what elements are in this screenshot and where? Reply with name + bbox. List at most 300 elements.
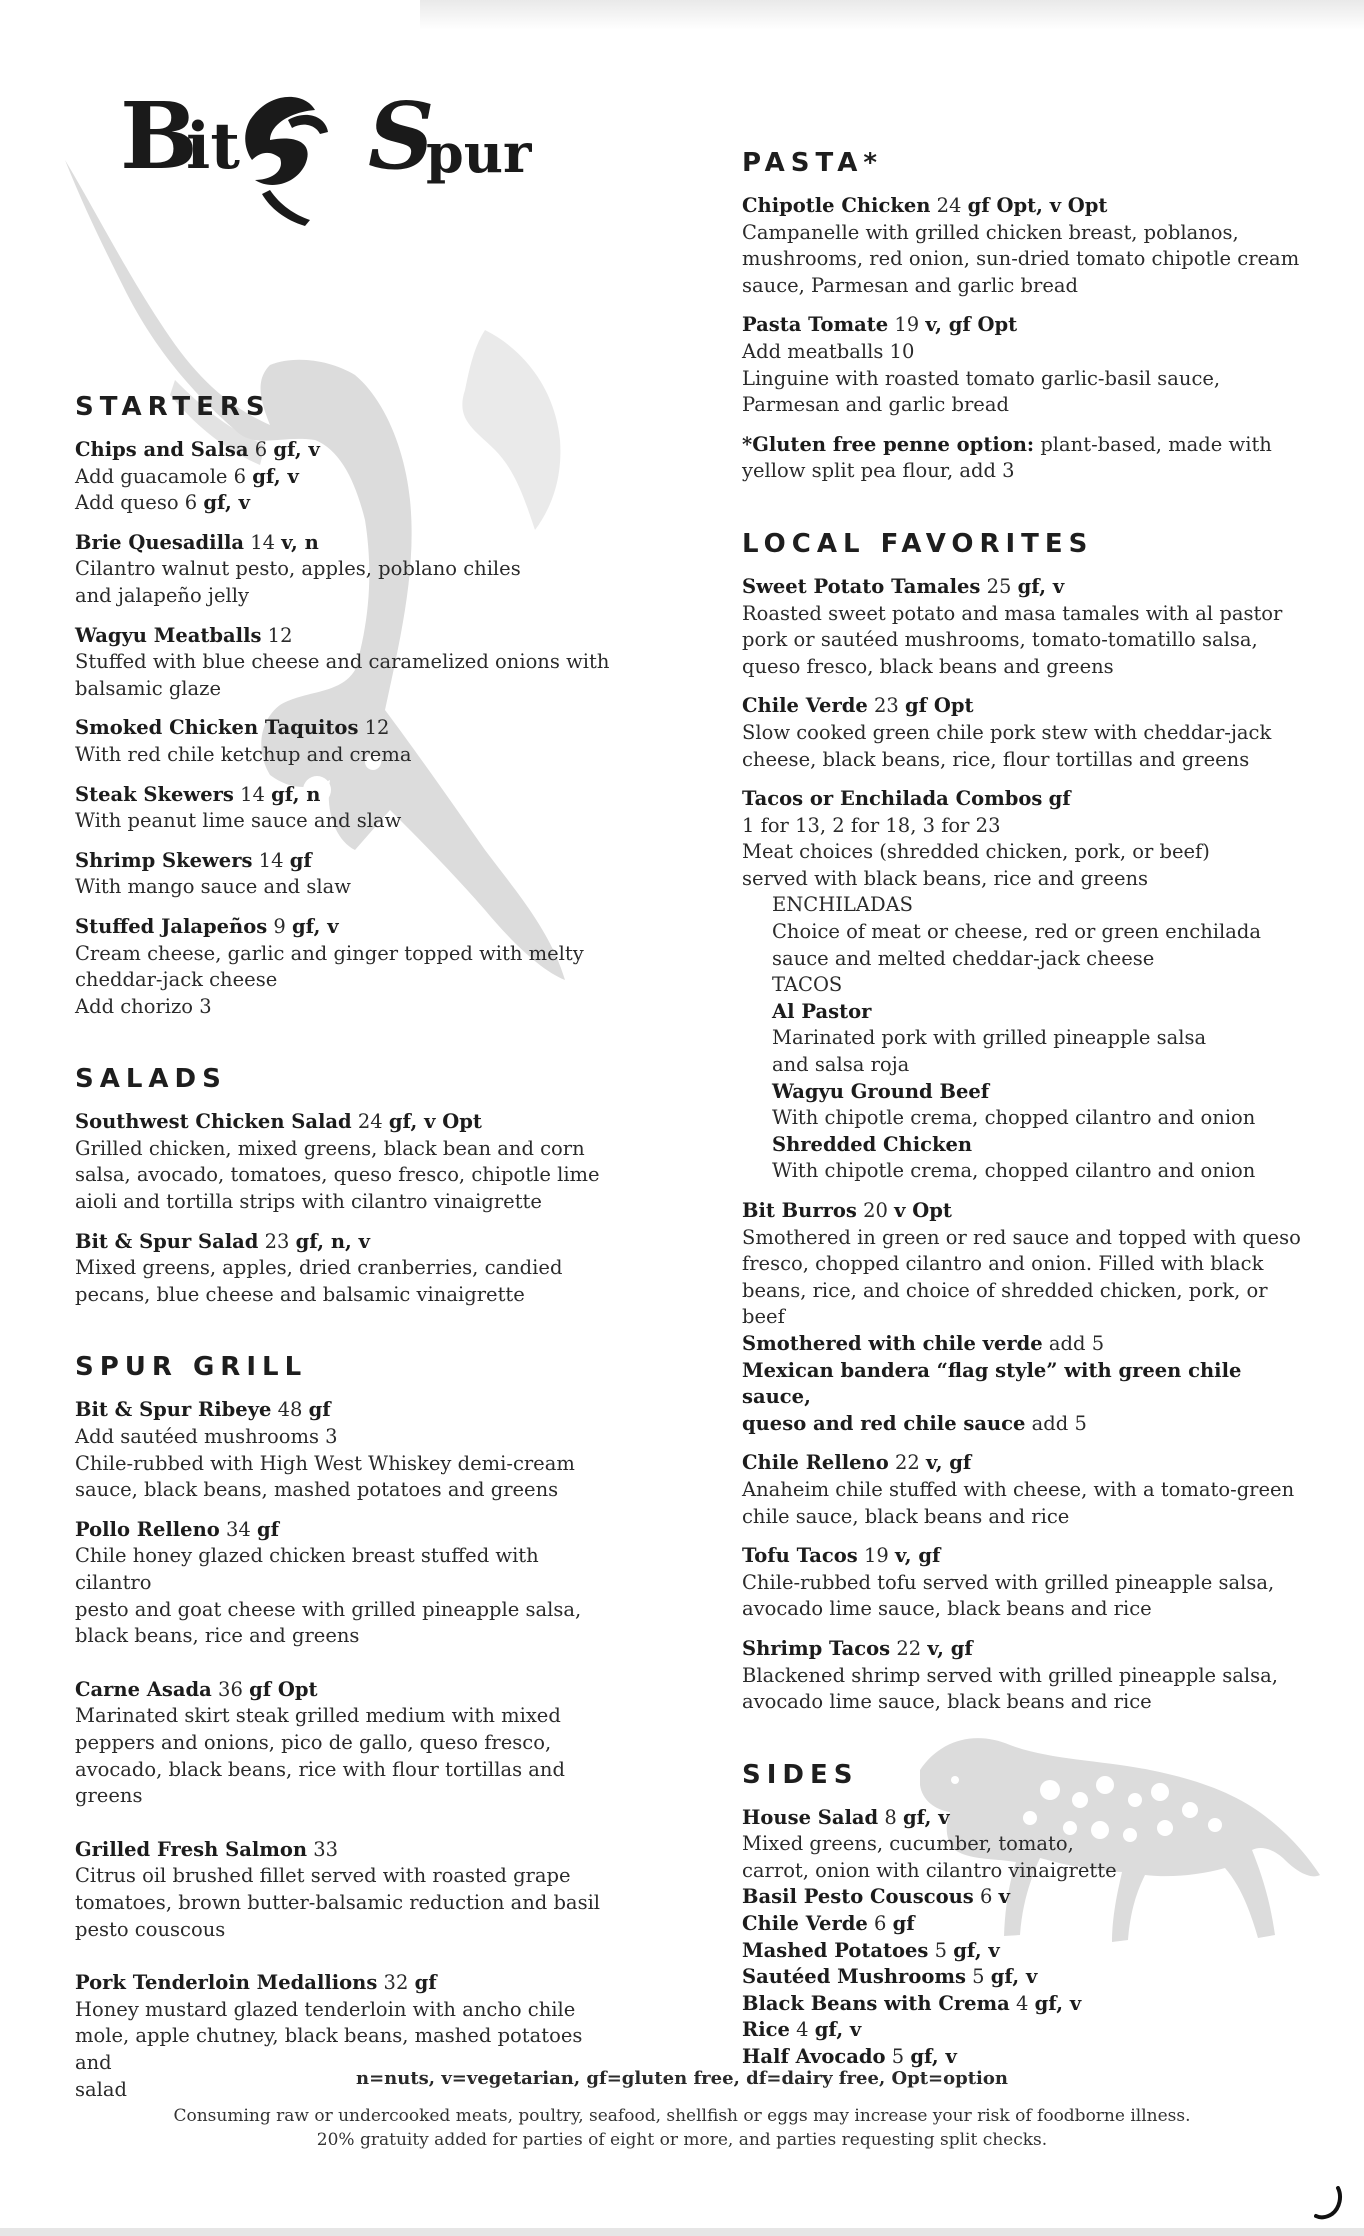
menu-item-name: Chips and Salsa — [75, 438, 249, 461]
menu-item-tags: gf, v — [990, 1965, 1038, 1989]
description-text: Stuffed with blue cheese and caramelized onions with — [75, 650, 610, 674]
description-text: Shredded Chicken — [772, 1132, 973, 1156]
description-text: Cilantro walnut pesto, apples, poblano chiles — [75, 557, 521, 581]
description-text: sauce, Parmesan and garlic bread — [742, 273, 1079, 297]
pasta-note-label: *Gluten free penne option: — [742, 432, 1035, 456]
description-text: salsa, avocado, tomatoes, queso fresco, chipotle lime — [75, 1163, 600, 1187]
menu-item — [742, 786, 1302, 1185]
menu-item — [742, 574, 1302, 680]
menu-item-tags: gf, v — [273, 438, 320, 461]
menu-item-name: Mashed Potatoes — [742, 1938, 929, 1962]
description-text: Add queso — [75, 491, 179, 515]
menu-item-name: Chile Verde — [742, 1912, 868, 1936]
description-text: pesto couscous — [75, 1917, 226, 1941]
menu-item-name: Bit Burros — [742, 1199, 857, 1222]
menu-item-description — [75, 676, 615, 703]
menu-item-price: 33 — [313, 1837, 339, 1861]
menu-item-price: 14 — [258, 848, 284, 872]
menu-item-description — [75, 808, 615, 835]
description-text: cheese, black beans, rice, flour tortillas and greens — [742, 747, 1250, 771]
menu-item-header — [75, 1837, 615, 1864]
menu-item-description — [742, 1477, 1302, 1504]
menu-item-description — [742, 1278, 1302, 1305]
description-text: Grilled chicken, mixed greens, black bean and corn — [75, 1136, 585, 1160]
menu-item-price: 5 — [891, 2045, 905, 2069]
menu-item-header — [75, 437, 615, 464]
menu-item-description — [75, 874, 615, 901]
page-curl-icon — [1314, 2186, 1344, 2222]
svg-text:S: S — [368, 82, 435, 190]
menu-item-name: Grilled Fresh Salmon — [75, 1837, 308, 1861]
description-text: Mixed greens, apples, dried cranberries, candied — [75, 1256, 563, 1280]
menu-item-description — [75, 1917, 615, 1944]
menu-item-header — [75, 848, 615, 875]
menu-item-price: 32 — [383, 1971, 409, 1995]
menu-item-description — [75, 464, 615, 491]
description-text: pecans, blue cheese and balsamic vinaigrette — [75, 1282, 525, 1306]
menu-item-tags: v Opt — [894, 1199, 952, 1222]
description-text: beef — [742, 1305, 785, 1329]
menu-item-description — [75, 1451, 615, 1478]
description-text: Cream cheese, garlic and ginger topped with melty — [75, 941, 584, 965]
menu-item-name: Pork Tenderloin Medallions — [75, 1971, 378, 1995]
description-text: queso and red chile sauce — [742, 1411, 1026, 1435]
menu-item-name: Basil Pesto Couscous — [742, 1885, 974, 1909]
description-text: Roasted sweet potato and masa tamales with al pastor — [742, 601, 1283, 625]
menu-item-tags: v, gf Opt — [925, 313, 1018, 337]
description-text: Smothered with chile verde — [742, 1331, 1043, 1355]
description-text: Citrus oil brushed fillet served with roasted grape — [75, 1864, 571, 1888]
description-text: black beans, rice and greens — [75, 1624, 360, 1648]
description-text: Wagyu Ground Beef — [772, 1079, 990, 1103]
description-text: Blackened shrimp served with grilled pineapple salsa, — [742, 1663, 1278, 1687]
menu-item-name: Bit & Spur Ribeye — [75, 1398, 272, 1422]
menu-item-name: Rice — [742, 2018, 790, 2042]
description-text: Al Pastor — [772, 999, 872, 1023]
menu-item-price: 5 — [972, 1965, 985, 1989]
menu-item-description — [75, 583, 615, 610]
menu-item-tags: gf, v — [910, 2045, 957, 2069]
menu-item-price: 12 — [364, 716, 390, 740]
menu-item-header — [75, 530, 615, 557]
menu-item-description — [742, 1331, 1302, 1358]
menu-item-name: Half Avocado — [742, 2045, 886, 2069]
menu-item-description — [75, 1703, 615, 1730]
menu-item-tags: gf — [414, 1971, 437, 1995]
menu-item-price: 5 — [934, 1938, 948, 1962]
menu-item-tags: gf — [308, 1398, 331, 1422]
menu-item-header — [742, 1964, 1302, 1991]
description-text: served with black beans, rice and greens — [742, 866, 1149, 890]
menu-item-header — [75, 1397, 615, 1424]
menu-item-description — [742, 946, 1302, 973]
description-text: avocado, black beans, rice with flour tortillas and greens — [75, 1757, 565, 1808]
menu-item-header — [742, 574, 1302, 601]
menu-item-header — [75, 782, 615, 809]
menu-item-header — [742, 1450, 1302, 1477]
menu-item — [742, 1198, 1302, 1437]
menu-item-name: Sautéed Mushrooms — [742, 1965, 966, 1989]
description-text: chile sauce, black beans and rice — [742, 1504, 1070, 1528]
menu-item — [742, 1543, 1302, 1623]
section-title: SPUR GRILL — [75, 1352, 308, 1383]
menu-item-name: Pollo Relleno — [75, 1517, 220, 1541]
menu-item-description — [75, 1597, 615, 1624]
menu-item-description — [75, 994, 615, 1021]
menu-item — [75, 1109, 615, 1215]
description-text: Marinated skirt steak grilled medium with mixed — [75, 1704, 561, 1728]
menu-item-description — [75, 1890, 615, 1917]
menu-item-name: Tofu Tacos — [742, 1544, 858, 1568]
menu-item-description — [742, 339, 1302, 366]
description-text: With peanut lime sauce and slaw — [75, 809, 402, 833]
menu-item — [75, 1517, 615, 1650]
menu-item-price: 22 — [894, 1451, 920, 1475]
description-text: Parmesan and garlic bread — [742, 393, 1009, 417]
description-text: Mexican bandera “flag style” with green chile sauce, — [742, 1358, 1242, 1409]
menu-item-description — [742, 273, 1302, 300]
menu-item-price: 34 — [225, 1517, 251, 1541]
menu-item-header — [742, 2044, 1302, 2071]
description-text: Meat choices (shredded chicken, pork, or beef) — [742, 840, 1210, 864]
menu-item-tags: gf, v — [1017, 574, 1065, 598]
menu-item-name: Chile Relleno — [742, 1451, 889, 1475]
menu-item-price: 6 — [254, 438, 268, 461]
menu-item-header — [75, 1677, 615, 1704]
menu-item-description — [75, 1162, 615, 1189]
menu-item-price: 14 — [250, 530, 276, 554]
menu-item — [742, 2017, 1302, 2044]
description-text: Linguine with roasted tomato garlic-basil sauce, — [742, 366, 1221, 390]
description-text: and jalapeño jelly — [75, 583, 249, 607]
menu-item-tags: gf, v Opt — [388, 1110, 482, 1134]
menu-item-header — [75, 1970, 615, 1997]
menu-item-description — [75, 967, 615, 994]
menu-item-name: Shrimp Tacos — [742, 1636, 891, 1660]
menu-item-description — [742, 1079, 1302, 1106]
food-safety-warning: Consuming raw or undercooked meats, poultry, seafood, shellfish or eggs may increase your risk of foodborne illness. — [173, 2106, 1191, 2126]
spur-grill-section — [75, 1352, 615, 2103]
menu-item-header — [742, 1636, 1302, 1663]
description-text: With mango sauce and slaw — [75, 875, 351, 899]
menu-item-name: Sweet Potato Tamales — [742, 574, 981, 598]
menu-item-price: 20 — [863, 1199, 888, 1222]
menu-item-name: Bit & Spur Salad — [75, 1229, 259, 1253]
description-text: ENCHILADAS — [772, 893, 914, 917]
svg-text:B: B — [120, 82, 198, 190]
menu-item — [742, 1884, 1302, 1911]
menu-item-description — [75, 1282, 615, 1309]
add-on-price: 6 — [184, 491, 198, 515]
description-text: With chipotle crema, chopped cilantro and onion — [772, 1159, 1256, 1183]
menu-item — [742, 193, 1302, 299]
description-text: mushrooms, red onion, sun-dried tomato chipotle cream — [742, 247, 1300, 271]
menu-item-tags: gf, n — [271, 782, 321, 806]
menu-item-tags: v, gf — [895, 1544, 941, 1568]
description-text: aioli and tortilla strips with cilantro vinaigrette — [75, 1190, 542, 1214]
menu-item-description — [75, 1730, 615, 1757]
description-text: Marinated pork with grilled pineapple salsa — [772, 1026, 1207, 1050]
description-text: avocado lime sauce, black beans and rice — [742, 1597, 1152, 1621]
menu-item — [75, 530, 615, 610]
menu-item — [75, 1837, 615, 1943]
menu-item-name: House Salad — [742, 1805, 879, 1829]
menu-item-header — [742, 1805, 1302, 1832]
menu-item-tags: v, gf — [927, 1636, 973, 1660]
menu-item-description — [75, 1424, 615, 1451]
menu-item-description — [75, 941, 615, 968]
menu-item-header — [75, 1229, 615, 1256]
description-text: Honey mustard glazed tenderloin with ancho chile — [75, 1997, 576, 2021]
menu-item — [75, 715, 615, 768]
menu-item-tags: gf — [289, 848, 312, 872]
pasta-note — [742, 432, 1302, 485]
menu-item-price: 48 — [277, 1398, 303, 1422]
description-text: cheddar-jack cheese — [75, 968, 278, 992]
add-on-price: add 5 — [1031, 1411, 1087, 1435]
menu-item-price: 19 — [863, 1544, 889, 1568]
pasta-note-text-2: yellow split pea flour, add 3 — [742, 459, 1015, 483]
menu-item-tags: gf, v — [903, 1805, 950, 1829]
menu-item-description — [742, 813, 1302, 840]
description-text: Anaheim chile stuffed with cheese, with a tomato-green — [742, 1477, 1295, 1501]
add-on-price: 10 — [889, 339, 915, 363]
menu-item-header — [75, 1517, 615, 1544]
menu-item-name: Shrimp Skewers — [75, 848, 253, 872]
menu-item — [75, 623, 615, 703]
menu-item-header — [742, 2017, 1302, 2044]
menu-item-description — [742, 627, 1302, 654]
menu-item-header — [75, 914, 615, 941]
description-text: Add guacamole — [75, 464, 228, 488]
menu-item-description — [742, 1596, 1302, 1623]
menu-item-price: 24 — [936, 194, 962, 217]
description-text: 1 for 13, 2 for 18, 3 for 23 — [742, 813, 1001, 837]
menu-item-description — [742, 654, 1302, 681]
add-on-price: 3 — [325, 1425, 338, 1449]
menu-item-tags: gf Opt — [249, 1677, 318, 1701]
description-text: pork or sautéed mushrooms, tomato-tomatillo salsa, — [742, 628, 1258, 652]
description-text: tomatoes, brown butter-balsamic reduction and basil — [75, 1890, 601, 1914]
description-text: TACOS — [772, 973, 843, 997]
menu-item-description — [75, 1136, 615, 1163]
menu-item — [742, 1636, 1302, 1716]
menu-item-description — [742, 919, 1302, 946]
menu-item-price: 22 — [896, 1636, 922, 1660]
page-edge — [0, 2228, 1364, 2236]
menu-item-price: 12 — [267, 623, 293, 647]
menu-item-name: Chipotle Chicken — [742, 194, 931, 217]
menu-item-description — [75, 1757, 615, 1810]
menu-item-name: Smoked Chicken Taquitos — [75, 716, 359, 740]
menu-item-description — [75, 649, 615, 676]
menu-item-description — [742, 1052, 1302, 1079]
menu-item-description — [742, 1504, 1302, 1531]
menu-item-description — [742, 720, 1302, 747]
menu-item-description — [75, 1997, 615, 2024]
starters-section — [75, 392, 615, 1020]
menu-item-description — [75, 490, 615, 517]
page-shadow — [420, 0, 1364, 30]
menu-item-description — [75, 1543, 615, 1596]
menu-item-header — [742, 312, 1302, 339]
menu-item-tags: v — [998, 1885, 1010, 1909]
menu-item-tags: gf, n, v — [295, 1229, 370, 1253]
menu-item-description — [742, 1158, 1302, 1185]
description-text: sauce and melted cheddar-jack cheese — [772, 946, 1155, 970]
menu-item-header — [742, 1543, 1302, 1570]
dietary-legend: n=nuts, v=vegetarian, gf=gluten free, df=dairy free, Opt=option — [356, 2068, 1008, 2089]
description-text: avocado lime sauce, black beans and rice — [742, 1690, 1152, 1714]
menu-item — [742, 1911, 1302, 1938]
menu-item-price: 25 — [986, 574, 1012, 598]
menu-item-header — [742, 1991, 1302, 2018]
gratuity-note: 20% gratuity added for parties of eight or more, and parties requesting split checks. — [316, 2130, 1048, 2150]
menu-item-price: 14 — [240, 782, 265, 806]
description-text: Mixed greens, cucumber, tomato, — [742, 1832, 1074, 1856]
menu-item-description — [75, 742, 615, 769]
menu-item-header — [75, 715, 615, 742]
brand-logo — [120, 80, 540, 230]
section-title: SALADS — [75, 1064, 227, 1095]
menu-item-description — [75, 1623, 615, 1650]
menu-item — [742, 1938, 1302, 1965]
description-text: Campanelle with grilled chicken breast, poblanos, — [742, 220, 1239, 244]
menu-item-tags: gf Opt — [905, 694, 974, 718]
menu-item-tags: gf — [892, 1912, 915, 1936]
description-text: carrot, onion with cilantro vinaigrette — [742, 1858, 1117, 1882]
menu-item — [742, 693, 1302, 773]
pasta-note-text: plant-based, made with — [1040, 432, 1272, 456]
disclaimer — [0, 2104, 1364, 2152]
menu-item-price: 19 — [894, 313, 920, 337]
menu-item-description — [742, 601, 1302, 628]
menu-item-price: 6 — [979, 1885, 993, 1909]
menu-item-price: 9 — [273, 914, 286, 938]
menu-item-tags: gf, v — [292, 914, 339, 938]
menu-item-name: Carne Asada — [75, 1677, 212, 1701]
right-column — [742, 148, 1302, 2115]
menu-item-description — [742, 747, 1302, 774]
description-text: With red chile ketchup and crema — [75, 742, 412, 766]
pasta-section — [742, 148, 1302, 485]
section-title: LOCAL FAVORITES — [742, 528, 1094, 559]
description-text: With chipotle crema, chopped cilantro and onion — [772, 1106, 1256, 1130]
menu-item-description — [75, 1189, 615, 1216]
menu-item-description — [742, 1132, 1302, 1159]
menu-item-name: Black Beans with Crema — [742, 1991, 1010, 2015]
menu-item-description — [75, 556, 615, 583]
menu-item-description — [742, 1358, 1302, 1411]
menu-item-description — [742, 220, 1302, 247]
menu-item-name: Southwest Chicken Salad — [75, 1110, 352, 1134]
salads-section — [75, 1064, 615, 1308]
menu-item-header — [742, 1938, 1302, 1965]
menu-item-tags: gf, v — [953, 1938, 1000, 1962]
menu-item-description — [742, 1689, 1302, 1716]
description-text: pesto and goat cheese with grilled pineapple salsa, — [75, 1597, 582, 1621]
menu-item-description — [742, 1225, 1302, 1252]
menu-item-name: Chile Verde — [742, 694, 868, 718]
svg-text:it: it — [186, 109, 240, 184]
section-title: STARTERS — [75, 392, 271, 422]
menu-item-tags: gf — [1048, 787, 1071, 811]
menu-item-tags: v, gf — [925, 1451, 972, 1475]
menu-item-description — [742, 1858, 1302, 1885]
menu-item-description — [75, 1477, 615, 1504]
menu-item-description — [742, 1304, 1302, 1331]
menu-item-header — [75, 623, 615, 650]
menu-item — [75, 437, 615, 517]
menu-item — [75, 1397, 615, 1503]
menu-item-description — [742, 839, 1302, 866]
add-on-price: 3 — [199, 994, 212, 1018]
menu-item-header — [742, 1911, 1302, 1938]
menu-item-description — [742, 972, 1302, 999]
menu-item-description — [742, 1831, 1302, 1858]
description-text: Add chorizo — [75, 994, 194, 1018]
menu-item — [75, 782, 615, 835]
menu-item — [75, 1229, 615, 1309]
menu-item — [742, 2044, 1302, 2071]
description-text: Add meatballs — [742, 339, 884, 363]
menu-item-header — [742, 1198, 1302, 1225]
menu-item-description — [742, 1663, 1302, 1690]
menu-item-name: Tacos or Enchilada Combos — [742, 787, 1043, 811]
description-text: Slow cooked green chile pork stew with cheddar-jack — [742, 720, 1272, 744]
menu-item — [75, 1677, 615, 1810]
menu-item-header — [742, 786, 1302, 813]
svg-text:pur: pur — [426, 121, 532, 185]
section-title: SIDES — [742, 1759, 859, 1790]
description-text: salad — [75, 2077, 127, 2101]
menu-item — [75, 848, 615, 901]
menu-item — [742, 1991, 1302, 2018]
menu-item-description — [742, 866, 1302, 893]
section-title: PASTA* — [742, 148, 883, 178]
left-column — [75, 392, 615, 2147]
menu-item-name: Wagyu Meatballs — [75, 623, 262, 647]
menu-item-price: 24 — [357, 1110, 383, 1134]
menu-item — [742, 1450, 1302, 1530]
add-on-price: add 5 — [1048, 1331, 1105, 1355]
menu-item-price: 4 — [796, 2018, 809, 2042]
menu-item-description — [742, 892, 1302, 919]
menu-item-price: 23 — [873, 694, 899, 718]
menu-item-price: 36 — [218, 1677, 243, 1701]
menu-item — [742, 312, 1302, 418]
menu-item-header — [742, 1884, 1302, 1911]
menu-item-description — [742, 1105, 1302, 1132]
menu-item-price: 23 — [264, 1229, 290, 1253]
menu-item-price: 6 — [873, 1912, 887, 1936]
menu-item-header — [742, 693, 1302, 720]
description-text: Chile honey glazed chicken breast stuffed with cilantro — [75, 1544, 539, 1594]
menu-item-price: 8 — [884, 1805, 897, 1829]
description-text: sauce, black beans, mashed potatoes and greens — [75, 1478, 559, 1502]
description-text: mole, apple chutney, black beans, mashed potatoes and — [75, 2024, 583, 2074]
menu-item — [742, 1964, 1302, 1991]
description-text: fresco, chopped cilantro and onion. Filled with black — [742, 1252, 1264, 1276]
menu-item-description — [742, 1025, 1302, 1052]
menu-item-tags: gf, v — [1034, 1991, 1082, 2015]
menu-item-header — [742, 193, 1302, 220]
add-on-tags: gf, v — [203, 491, 250, 515]
description-text: and salsa roja — [772, 1053, 910, 1077]
menu-item-tags: v, n — [281, 530, 319, 554]
description-text: balsamic glaze — [75, 676, 221, 700]
menu-item-header — [75, 1109, 615, 1136]
